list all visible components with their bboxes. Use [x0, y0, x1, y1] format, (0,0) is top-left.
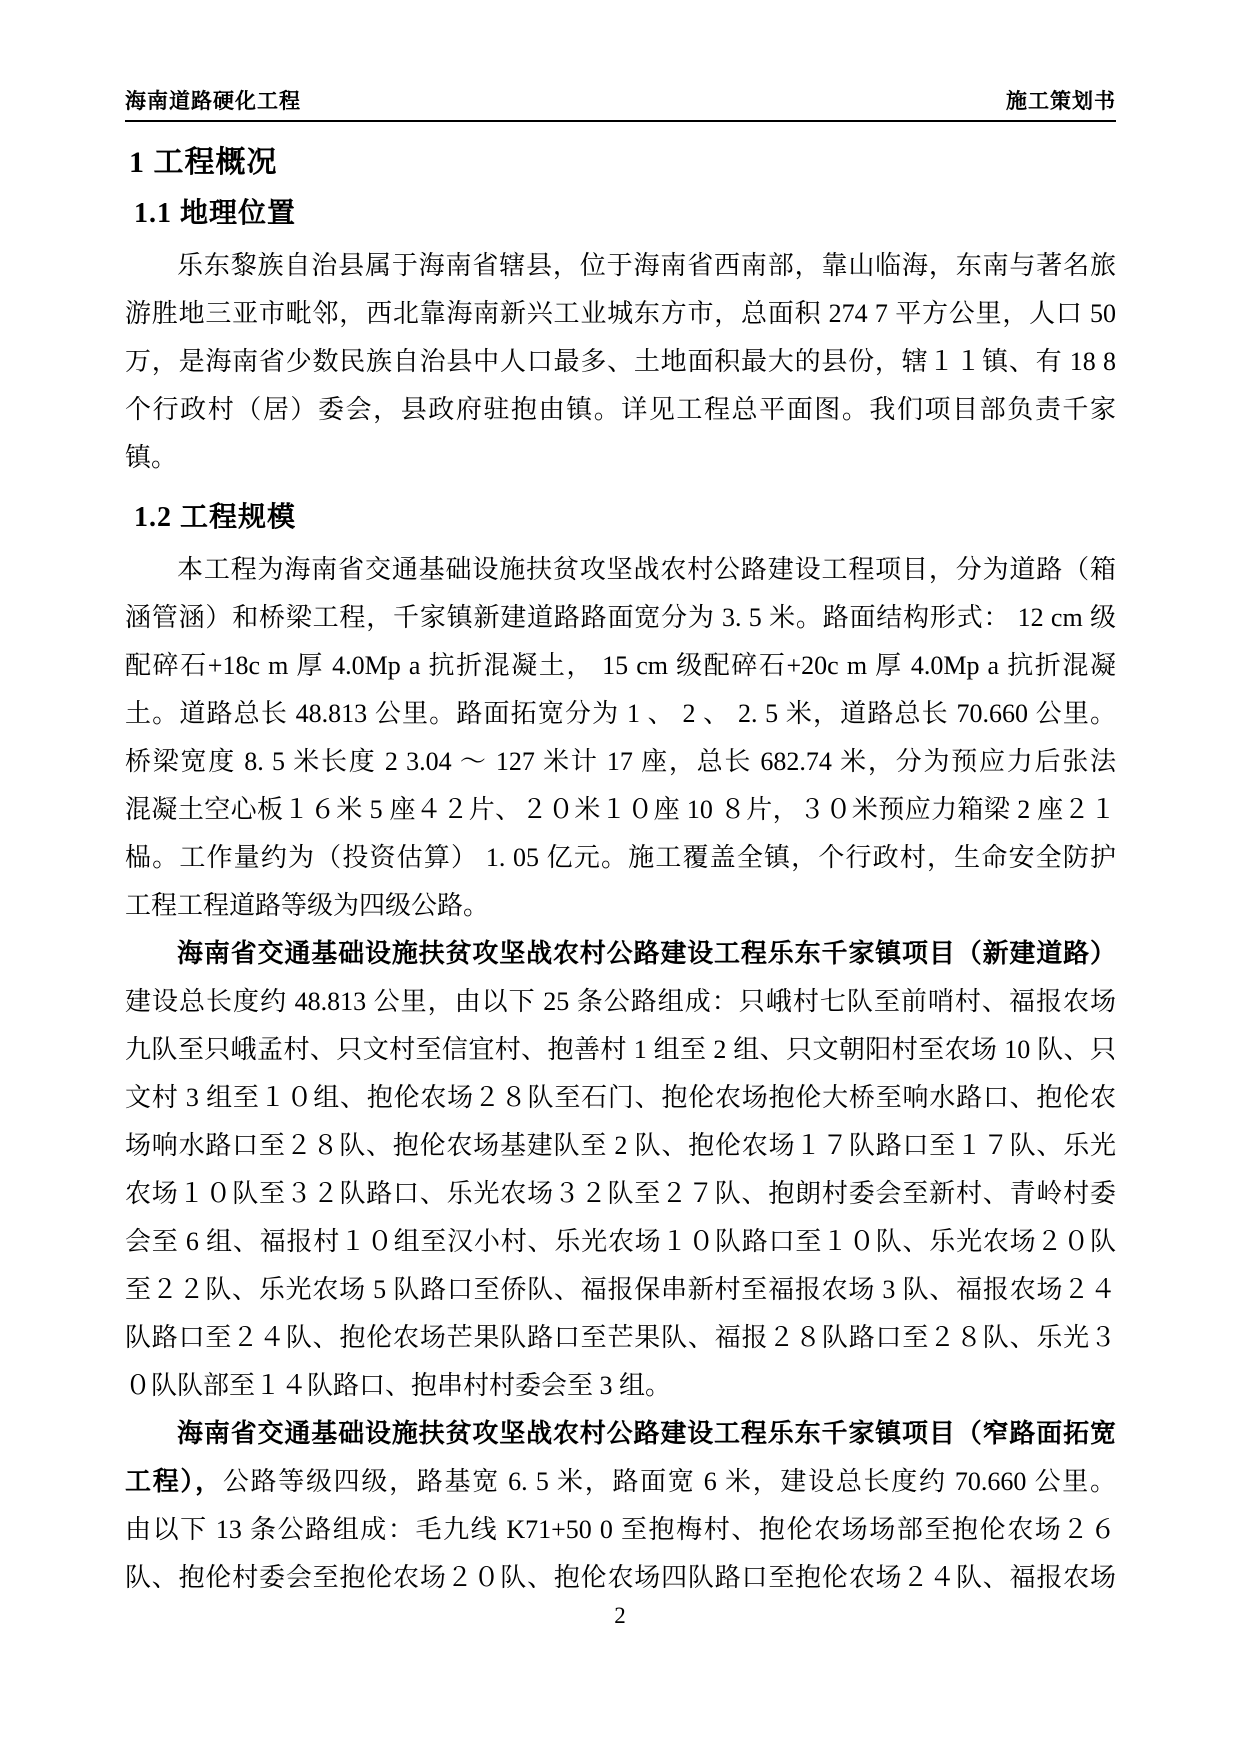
paragraph [125, 1410, 1116, 1602]
text-run: 场响水路口至２８队、抱伦农场基建队至 2 队、抱伦农场１７队路口至１７队、乐光 [125, 1131, 1116, 1161]
text-run: 土。道路总长 48.813 公里。路面拓宽分为 1 、 2 、 2. 5 米，道路总长 70.660 公里。 [125, 699, 1116, 729]
text-run: 个行政村（居）委会，县政府驻抱由镇。详见工程总平面图。我们项目部负责千家 [125, 395, 1116, 425]
header-left-title: 海南道路硬化工程 [125, 89, 301, 113]
page-number: 2 [614, 1603, 626, 1628]
header-right-title: 施工策划书 [1006, 89, 1116, 113]
text-line [125, 1218, 1116, 1266]
text-line [125, 738, 1116, 786]
text-line [125, 930, 1116, 978]
text-run: 本工程为海南省交通基础设施扶贫攻坚战农村公路建设工程项目，分为道路（箱 [177, 555, 1116, 585]
text-run: 建设总长度约 48.813 公里，由以下 25 条公路组成：只峨村七队至前哨村、福报农场 [125, 987, 1116, 1017]
text-line [125, 1362, 1116, 1410]
text-line [125, 1506, 1116, 1554]
text-run: 队、抱伦村委会至抱伦农场２０队、抱伦农场四队路口至抱伦农场２４队、福报农场 [125, 1563, 1116, 1593]
text-line [125, 690, 1116, 738]
page-header [125, 0, 1116, 122]
paragraph [125, 930, 1116, 1410]
text-line [125, 594, 1116, 642]
text-line [125, 386, 1116, 434]
bold-text-run: 海南省交通基础设施扶贫攻坚战农村公路建设工程乐东千家镇项目（新建道路） [177, 939, 1116, 969]
text-line [125, 882, 1116, 930]
text-line [125, 290, 1116, 338]
subsection-heading: 1.1 地理位置 [134, 198, 297, 230]
text-run: 工程工程道路等级为四级公路。 [125, 891, 490, 921]
paragraph [125, 546, 1116, 930]
text-line [125, 1410, 1116, 1458]
text-run: 乐东黎族自治县属于海南省辖县，位于海南省西南部，靠山临海，东南与著名旅 [177, 251, 1116, 281]
text-line [125, 338, 1116, 386]
text-line [125, 1266, 1116, 1314]
text-run: 万，是海南省少数民族自治县中人口最多、土地面积最大的县份，辖１１镇、有 18 8 [125, 347, 1116, 377]
text-line [125, 1170, 1116, 1218]
text-line [125, 1074, 1116, 1122]
text-line [125, 642, 1116, 690]
text-run: 混凝土空心板１６米 5 座４２片、２０米１０座 10 ８片，３０米预应力箱梁 2 座２１ [125, 795, 1116, 825]
text-line [125, 978, 1116, 1026]
text-line [125, 1314, 1116, 1362]
bold-text-run: 海南省交通基础设施扶贫攻坚战农村公路建设工程乐东千家镇项目（窄路面拓宽 [177, 1419, 1116, 1449]
text-run: 由以下 13 条公路组成：毛九线 K71+50 0 至抱梅村、抱伦农场场部至抱伦农场２６ [125, 1515, 1116, 1545]
text-line [125, 434, 1116, 482]
bold-text-run: 工程）， [125, 1467, 223, 1497]
text-line [125, 834, 1116, 882]
text-run: 公路等级四级，路基宽 6. 5 米，路面宽 6 米，建设总长度约 70.660 公里。 [222, 1467, 1116, 1497]
paragraph [125, 242, 1116, 482]
text-line [125, 1122, 1116, 1170]
text-run: ０队队部至１４队路口、抱串村村委会至 3 组。 [125, 1371, 672, 1401]
subsection-heading: 1.2 工程规模 [134, 502, 297, 534]
text-run: 队路口至２４队、抱伦农场芒果队路口至芒果队、福报２８队路口至２８队、乐光３ [125, 1323, 1116, 1353]
text-run: 会至 6 组、福报村１０组至汉小村、乐光农场１０队路口至１０队、乐光农场２０队 [125, 1227, 1116, 1257]
text-run: 镇。 [125, 443, 178, 473]
text-run: 涵管涵）和桥梁工程，千家镇新建道路路面宽分为 3. 5 米。路面结构形式： 12 cm 级 [125, 603, 1116, 633]
text-line [125, 1554, 1116, 1602]
text-line [125, 1458, 1116, 1506]
text-run: 榀。工作量约为（投资估算） 1. 05 亿元。施工覆盖全镇，个行政村，生命安全防护 [125, 843, 1116, 873]
text-run: 桥梁宽度 8. 5 米长度 2 3.04 ～ 127 米计 17 座，总长 682.74 米，分为预应力后张法 [125, 747, 1116, 777]
page-footer [0, 1602, 1240, 1630]
text-run: 文村 3 组至１０组、抱伦农场２８队至石门、抱伦农场抱伦大桥至响水路口、抱伦农 [125, 1083, 1116, 1113]
text-run: 配碎石+18c m 厚 4.0Mp a 抗折混凝土， 15 cm 级配碎石+20c m 厚 4.0Mp a 抗折混凝 [125, 651, 1116, 681]
text-run: 至２２队、乐光农场 5 队路口至侨队、福报保串新村至福报农场 3 队、福报农场２４ [125, 1275, 1116, 1305]
text-line [125, 242, 1116, 290]
text-line [125, 786, 1116, 834]
section-heading: 1 工程概况 [129, 146, 278, 180]
text-run: 九队至只峨孟村、只文村至信宜村、抱善村 1 组至 2 组、只文朝阳村至农场 10 队、只 [125, 1035, 1116, 1065]
text-run: 游胜地三亚市毗邻，西北靠海南新兴工业城东方市，总面积 274 7 平方公里，人口 50 [125, 299, 1116, 329]
text-run: 农场１０队至３２队路口、乐光农场３２队至２７队、抱朗村委会至新村、青岭村委 [125, 1179, 1116, 1209]
text-line [125, 546, 1116, 594]
text-line [125, 1026, 1116, 1074]
document-content [125, 148, 1116, 1602]
